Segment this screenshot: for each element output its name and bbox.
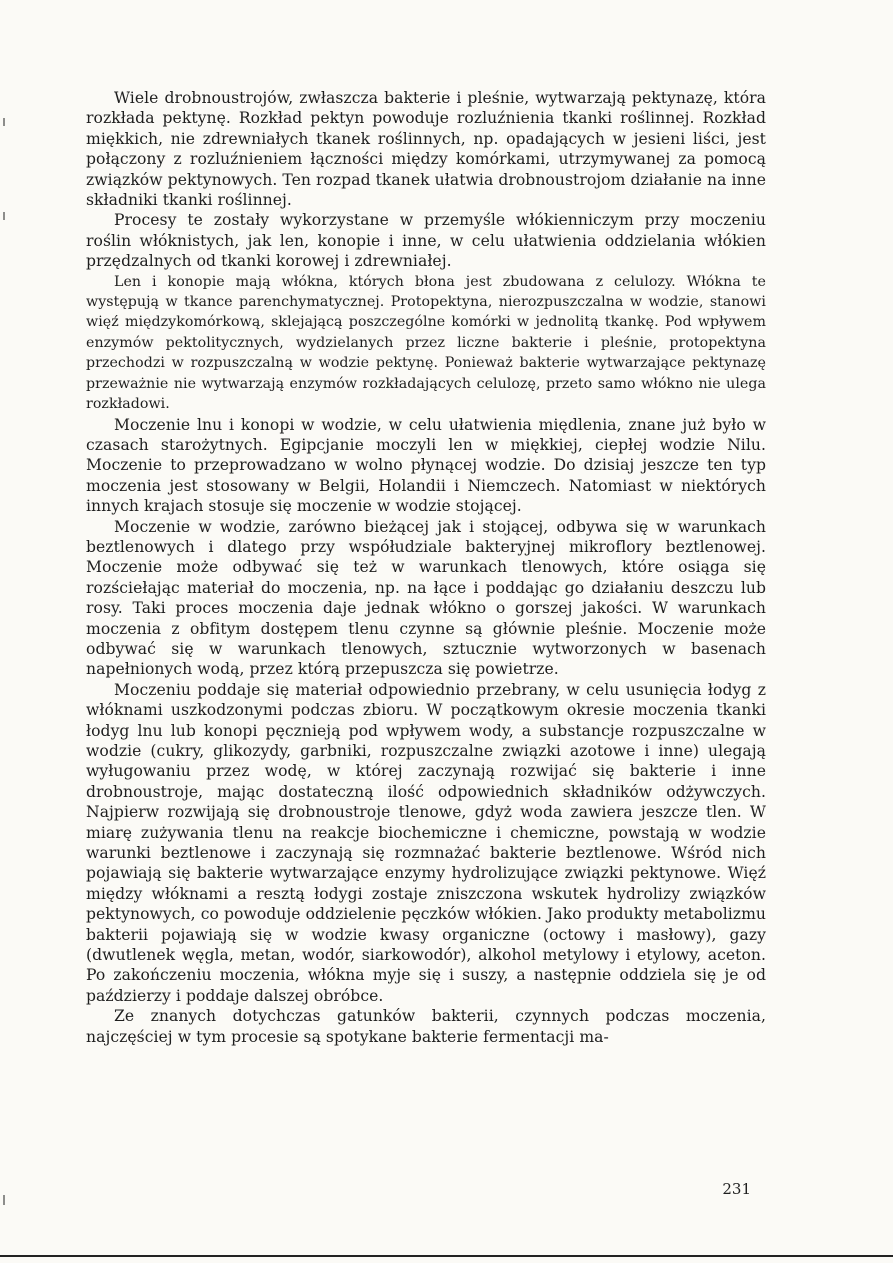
paragraph-water-retting: Moczenie w wodzie, zarówno bieżącej jak i stojącej, odbywa się w warunkach beztlenowych i dlatego przy współudziale bakteryjnej mikroflory beztlenowej. Moczenie może odbywać się też w warunkach tlenowych, które osiąga się rozściełając materiał do moczenia, np. na łące i poddając go działaniu deszczu lub rosy. Taki proces moczenia daje jednak włókno o gorszej jakości. W warunkach moczenia z obfitym dostępem tlenu czynne są głównie pleśnie. Moczenie może odbywać się w warunkach tlenowych, sztucznie wytworzonych w basenach napełnionych wodą, przez którą przepuszcza się powietrze.: [86, 517, 766, 679]
paragraph-pectinase: Wiele drobnoustrojów, zwłaszcza bakterie i pleśnie, wytwarzają pektynazę, która rozkłada pektynę. Rozkład pektyn powoduje rozluźnienia tkanki roślinnej. Rozkład miękkich, nie zdrewniałych tkanek roślinnych, np. opadających w jesieni liści, jest połączony z rozluźnieniem łączności między komórkami, utrzymywanej za pomocą związków pektynowych. Ten rozpad tkanek ułatwia drobnoustrojom działanie na inne składniki tkanki roślinnej.: [86, 89, 766, 210]
paragraph-textile-retting: Procesy te zostały wykorzystane w przemyśle włókienniczym przy moczeniu roślin włóknistych, jak len, konopie i inne, w celu ułatwienia oddzielania włókien przędzalnych od tkanki korowej i zdrewniałej.: [86, 211, 766, 271]
paragraph-flax-fibres: Len i konopie mają włókna, których błona jest zbudowana z celulozy. Włókna te występują w tkance parenchymatycznej. Protopektyna, nierozpuszczalna w wodzie, stanowi więź międzykomórkową, sklejającą poszczególne komórki w jednolitą tkankę. Pod wpływem enzymów pektolitycznych, wydzielanych przez liczne bakterie i pleśnie, protopektyna przechodzi w rozpuszczalną w wodzie pektynę. Ponieważ bakterie wytwarzające pektynazę przeważnie nie wytwarzają enzymów rozkładających celulozę, przeto samo włókno nie ulega rozkładowi.: [86, 273, 766, 413]
paragraph-retting-process: Moczeniu poddaje się materiał odpowiednio przebrany, w celu usunięcia łodyg z włóknami uszkodzonymi podczas zbioru. W początkowym okresie moczenia tkanki łodyg lnu lub konopi pęcznieją pod wpływem wody, a substancje rozpuszczalne w wodzie (cukry, glikozydy, garbniki, rozpuszczalne związki azotowe i inne) ulegają wyługowaniu przez wodę, w której zaczynają rozwijać się bakterie i inne drobnoustroje, mając dostateczną ilość odpowiednich składników odżywczych. Najpierw rozwijają się drobnoustroje tlenowe, gdyż woda zawiera jeszcze tlen. W miarę zużywania tlenu na reakcje biochemiczne i chemiczne, powstają w wodzie warunki beztlenowe i zaczynają się rozmnażać bakterie beztlenowe. Wśród nich pojawiają się bakterie wytwarzające enzymy hydrolizujące związki pektynowe. Więź między włóknami a resztą łodygi zostaje zniszczona wskutek hydrolizy związków pektynowych, co powoduje oddzielenie pęczków włókien. Jako produkty metabolizmu bakterii pojawiają się w wodzie kwasy organiczne (octowy i masłowy), gazy (dwutlenek węgla, metan, wodór, siarkowodór), alkohol metylowy i etylowy, aceton. Po zakończeniu moczenia, włókna myje się i suszy, a następnie oddziela się je od paździerzy i poddaje dalszej obróbce.: [86, 680, 766, 1005]
scan-margin-mark: [3, 1195, 5, 1205]
scan-margin-mark: [3, 118, 5, 126]
page-number: 231: [722, 1180, 751, 1198]
scan-margin-mark: [3, 212, 5, 220]
body-text: [86, 88, 766, 1047]
paragraph-bacteria-species: Ze znanych dotychczas gatunków bakterii, czynnych podczas moczenia, najczęściej w tym procesie są spotykane bakterie fermentacji ma-: [86, 1007, 766, 1046]
paragraph-history: Moczenie lnu i konopi w wodzie, w celu ułatwienia międlenia, znane już było w czasach starożytnych. Egipcjanie moczyli len w miękkiej, ciepłej wodzie Nilu. Moczenie to przeprowadzano w wolno płynącej wodzie. Do dzisiaj jeszcze ten typ moczenia jest stosowany w Belgii, Holandii i Niemczech. Natomiast w niektórych innych krajach stosuje się moczenie w wodzie stojącej.: [86, 415, 766, 516]
bottom-rule: [0, 1255, 893, 1257]
